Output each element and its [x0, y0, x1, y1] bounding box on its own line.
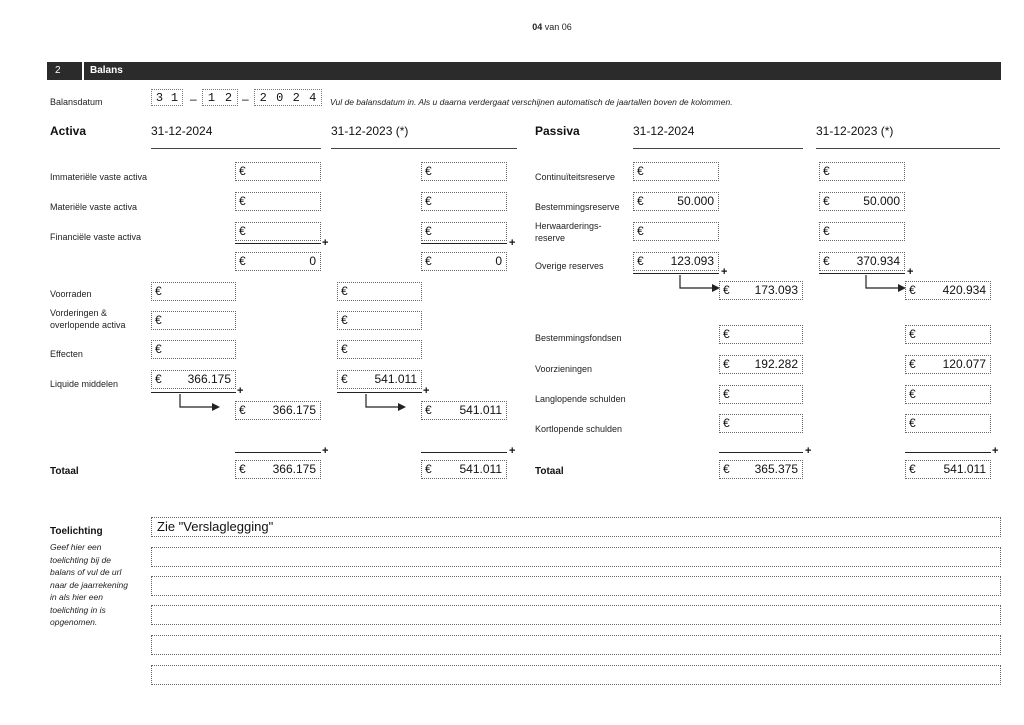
vlottend-2023-total: € 541.011 [421, 401, 507, 420]
label-activa-totaal: Totaal [50, 466, 79, 477]
label-passiva-totaal: Totaal [535, 466, 564, 477]
arrow-right-icon [358, 393, 408, 415]
sum-line [905, 452, 991, 453]
vaste-activa-2023-total: € 0 [421, 252, 507, 271]
plus-sign: + [423, 385, 430, 397]
sum-line [421, 452, 507, 453]
toelichting-line-4[interactable] [151, 605, 1001, 625]
materiele-2023-field[interactable]: € [421, 192, 507, 211]
label-liquide-middelen: Liquide middelen [50, 379, 119, 389]
eigen-vermogen-2023-total: € 420.934 [905, 281, 991, 300]
label-langlopende-schulden: Langlopende schulden [535, 394, 626, 404]
vorderingen-2023-field[interactable]: € [337, 311, 422, 330]
toelichting-line-5[interactable] [151, 635, 1001, 655]
plus-sign: + [322, 445, 329, 457]
balansdatum-year-field[interactable]: 2 0 2 4 [254, 89, 322, 106]
effecten-2024-field[interactable]: € [151, 340, 236, 359]
balansdatum-day-field[interactable]: 3 1 [151, 89, 183, 106]
label-bestemmingsfondsen: Bestemmingsfondsen [535, 333, 622, 343]
financiele-2023-field[interactable]: € [421, 222, 507, 241]
arrow-right-icon [172, 393, 222, 415]
activa-totaal-2023: € 541.011 [421, 460, 507, 479]
plus-sign: + [907, 266, 914, 278]
bestemmingsfondsen-2024-field[interactable]: € [719, 325, 803, 344]
sum-line [235, 452, 321, 453]
langlopend-2023-field[interactable]: € [905, 385, 991, 404]
label-vorderingen: Vorderingen & overlopende activa [50, 308, 126, 330]
sum-line [719, 452, 803, 453]
label-immateriele-vaste-activa: Immateriële vaste activa [50, 172, 148, 182]
voorraden-2024-field[interactable]: € [151, 282, 236, 301]
immateriele-2023-field[interactable]: € [421, 162, 507, 181]
overige-2024-field[interactable]: € 123.093 [633, 252, 719, 271]
materiele-2024-field[interactable]: € [235, 192, 321, 211]
section-title: Balans [90, 65, 123, 76]
eigen-vermogen-2024-total: € 173.093 [719, 281, 803, 300]
plus-sign: + [237, 385, 244, 397]
header-underline [331, 148, 517, 149]
bestemmingsreserve-2024-field[interactable]: € 50.000 [633, 192, 719, 211]
overige-2023-field[interactable]: € 370.934 [819, 252, 905, 271]
effecten-2023-field[interactable]: € [337, 340, 422, 359]
plus-sign: + [992, 445, 999, 457]
header-underline [633, 148, 803, 149]
label-voorzieningen: Voorzieningen [535, 364, 593, 374]
balansdatum-note: Vul de balansdatum in. Als u daarna verdergaat verschijnen automatisch de jaartallen boven de kolommen. [330, 97, 733, 107]
toelichting-line-2[interactable] [151, 547, 1001, 567]
sum-line [421, 243, 507, 244]
plus-sign: + [509, 445, 516, 457]
passiva-title: Passiva [535, 124, 580, 138]
date-separator: – [242, 92, 249, 106]
section-number: 2 [55, 65, 61, 76]
activa-col-2023: 31-12-2023 (*) [331, 124, 409, 138]
label-overige-reserves: Overige reserves [535, 261, 604, 271]
arrow-right-icon [858, 274, 908, 296]
label-continuiteitsreserve: Continuïteitsreserve [535, 172, 616, 182]
toelichting-title: Toelichting [50, 526, 103, 537]
bestemmingsfondsen-2023-field[interactable]: € [905, 325, 991, 344]
continuiteit-2023-field[interactable]: € [819, 162, 905, 181]
immateriele-2024-field[interactable]: € [235, 162, 321, 181]
section-bar [47, 62, 1001, 80]
sum-line [235, 243, 321, 244]
vaste-activa-2024-total: € 0 [235, 252, 321, 271]
plus-sign: + [322, 237, 329, 249]
toelichting-line-3[interactable] [151, 576, 1001, 596]
activa-totaal-2024: € 366.175 [235, 460, 321, 479]
date-separator: – [190, 92, 197, 106]
activa-col-2024: 31-12-2024 [151, 124, 213, 138]
toelichting-instructions: Geef hier een toelichting bij de balans of vul de url naar de jaarrekening in als hier een toelichting in is opgenomen. [50, 542, 128, 627]
label-effecten: Effecten [50, 349, 83, 359]
label-voorraden: Voorraden [50, 289, 92, 299]
label-kortlopende-schulden: Kortlopende schulden [535, 424, 623, 434]
plus-sign: + [805, 445, 812, 457]
continuiteit-2024-field[interactable]: € [633, 162, 719, 181]
kortlopend-2024-field[interactable]: € [719, 414, 803, 433]
passiva-col-2023: 31-12-2023 (*) [816, 124, 894, 138]
page-number: 04 van 06 [532, 22, 572, 32]
arrow-right-icon [672, 274, 722, 296]
herwaardering-2023-field[interactable]: € [819, 222, 905, 241]
voorzieningen-2024-field[interactable]: € 192.282 [719, 355, 803, 374]
liquide-2024-field[interactable]: € 366.175 [151, 370, 236, 389]
passiva-totaal-2024: € 365.375 [719, 460, 803, 479]
passiva-col-2024: 31-12-2024 [633, 124, 695, 138]
voorraden-2023-field[interactable]: € [337, 282, 422, 301]
plus-sign: + [721, 266, 728, 278]
header-underline [816, 148, 1000, 149]
section-divider [82, 62, 84, 80]
balansdatum-label: Balansdatum [50, 97, 103, 107]
langlopend-2024-field[interactable]: € [719, 385, 803, 404]
label-financiele-vaste-activa: Financiële vaste activa [50, 232, 142, 242]
liquide-2023-field[interactable]: € 541.011 [337, 370, 422, 389]
herwaardering-2024-field[interactable]: € [633, 222, 719, 241]
header-underline [151, 148, 321, 149]
label-materiele-vaste-activa: Materiële vaste activa [50, 202, 138, 212]
vorderingen-2024-field[interactable]: € [151, 311, 236, 330]
toelichting-line-1[interactable]: Zie "Verslaglegging" [151, 517, 1001, 537]
bestemmingsreserve-2023-field[interactable]: € 50.000 [819, 192, 905, 211]
toelichting-line-6[interactable] [151, 665, 1001, 685]
activa-title: Activa [50, 124, 87, 138]
label-bestemmingsreserve: Bestemmingsreserve [535, 202, 620, 212]
label-herwaarderingsreserve: Herwaarderings-reserve [535, 221, 602, 243]
plus-sign: + [509, 237, 516, 249]
financiele-2024-field[interactable]: € [235, 222, 321, 241]
voorzieningen-2023-field[interactable]: € 120.077 [905, 355, 991, 374]
kortlopend-2023-field[interactable]: € [905, 414, 991, 433]
passiva-totaal-2023: € 541.011 [905, 460, 991, 479]
vlottend-2024-total: € 366.175 [235, 401, 321, 420]
balansdatum-month-field[interactable]: 1 2 [202, 89, 238, 106]
